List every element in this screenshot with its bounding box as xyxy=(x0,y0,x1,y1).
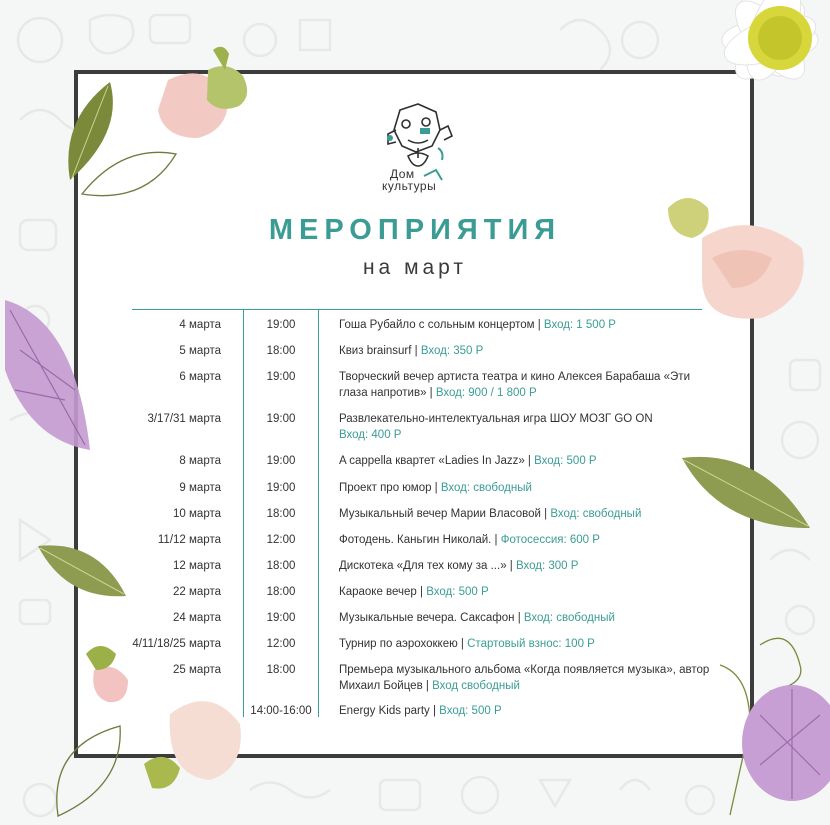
page-title: МЕРОПРИЯТИЯ xyxy=(268,214,562,246)
logo-line-1: Дом xyxy=(390,167,415,181)
event-date: 10 марта xyxy=(173,508,221,520)
column-divider-date-time xyxy=(243,309,244,717)
event-date: 11/12 марта xyxy=(157,534,221,546)
event-title: Музыкальные вечера. Саксафон | xyxy=(339,612,524,624)
event-date: 4/11/18/25 марта xyxy=(132,638,221,650)
leaf-right-icon xyxy=(678,448,813,528)
event-date: 3/17/31 марта xyxy=(147,413,221,425)
event-price: Вход свободный xyxy=(432,680,520,692)
event-date: 25 марта xyxy=(173,664,221,676)
page-subtitle: на март xyxy=(362,256,468,279)
event-date: 12 марта xyxy=(173,560,221,572)
event-price: Вход: 1 500 Р xyxy=(543,319,616,331)
event-date: 9 марта xyxy=(179,482,221,494)
event-price: Вход: 350 Р xyxy=(420,345,484,357)
event-time: 18:00 xyxy=(266,586,296,598)
event-description xyxy=(339,584,714,600)
event-description xyxy=(339,703,714,719)
event-description xyxy=(339,369,714,401)
event-time: 18:00 xyxy=(266,508,296,520)
logo-line-2: культуры xyxy=(382,179,437,193)
event-description xyxy=(339,532,714,548)
event-description xyxy=(339,480,714,496)
event-description xyxy=(339,343,714,359)
event-time: 18:00 xyxy=(266,345,296,357)
event-time: 19:00 xyxy=(266,319,296,331)
rose-bud-icon xyxy=(138,40,263,140)
event-time: 19:00 xyxy=(266,371,296,383)
event-time: 19:00 xyxy=(266,413,296,425)
event-price: Вход: 900 / 1 800 Р xyxy=(435,387,537,399)
event-price: Вход: свободный xyxy=(550,508,642,520)
event-price: Вход: 500 Р xyxy=(439,705,502,717)
leaf-outline-icon xyxy=(80,150,180,200)
event-price: Вход: 300 Р xyxy=(515,560,579,572)
event-date: 6 марта xyxy=(179,371,221,383)
purple-flower-icon xyxy=(700,625,830,825)
event-title: Дискотека «Для тех кому за ...» | xyxy=(339,560,516,572)
event-price: Вход: свободный xyxy=(523,612,615,624)
event-description xyxy=(339,453,714,469)
event-title: Фотодень. Каньгин Николай. | xyxy=(339,534,501,546)
event-time: 19:00 xyxy=(266,482,296,494)
event-date: 24 марта xyxy=(173,612,221,624)
event-title: Музыкальный вечер Марии Власовой | xyxy=(339,508,551,520)
event-title: A cappella квартет «Ladies In Jazz» | xyxy=(339,455,535,467)
event-description xyxy=(339,558,714,574)
event-description xyxy=(339,636,714,652)
event-title: Караоке вечер | xyxy=(339,586,427,598)
event-description xyxy=(339,662,714,694)
leaf-outline-bottom-icon xyxy=(50,720,125,820)
event-price: Фотосессия: 600 Р xyxy=(500,534,600,546)
event-price: Вход: 500 Р xyxy=(534,455,597,467)
event-price: Вход: свободный xyxy=(440,482,532,494)
event-title: Творческий вечер артиста театра и кино Алексея Барабаша «Эти глаза напротив» | xyxy=(339,371,691,399)
event-time: 19:00 xyxy=(266,455,296,467)
event-time: 12:00 xyxy=(266,638,296,650)
event-date: 22 марта xyxy=(173,586,221,598)
white-rose-icon xyxy=(140,684,245,794)
rose-icon xyxy=(662,188,812,323)
event-description xyxy=(339,610,714,626)
event-price: Вход: 400 Р xyxy=(339,429,402,441)
event-description xyxy=(339,506,714,522)
leaf-left-icon xyxy=(34,540,129,600)
column-divider-time-desc xyxy=(318,309,319,717)
event-date: 5 марта xyxy=(179,345,221,357)
flower-daisy-icon xyxy=(660,0,830,185)
event-time: 12:00 xyxy=(266,534,296,546)
event-title: Турнир по аэрохоккею | xyxy=(339,638,468,650)
event-title: Проект про юмор | xyxy=(339,482,441,494)
event-title: Квиз brainsurf | xyxy=(339,345,421,357)
event-time: 19:00 xyxy=(266,612,296,624)
event-time: 14:00-16:00 xyxy=(250,705,312,717)
event-date: 4 марта xyxy=(179,319,221,331)
table-top-rule xyxy=(132,309,702,310)
event-title: Energy Kids party | xyxy=(339,705,440,717)
event-title: Премьера музыкального альбома «Когда появляется музыка», автор Михаил Бойцев | xyxy=(339,664,710,692)
event-price: Стартовый взнос: 100 Р xyxy=(467,638,595,650)
event-description xyxy=(339,411,714,443)
event-time: 18:00 xyxy=(266,560,296,572)
small-bud-icon xyxy=(80,640,140,705)
event-price: Вход: 500 Р xyxy=(426,586,489,598)
event-title: Гоша Рубайло с сольным концертом | xyxy=(339,319,544,331)
event-description xyxy=(339,317,714,333)
event-title: Развлекательно-интелектуальная игра ШОУ МОЗГ GO ON xyxy=(339,413,653,425)
purple-petal-icon xyxy=(0,290,100,460)
event-time: 18:00 xyxy=(266,664,296,676)
event-date: 8 марта xyxy=(179,455,221,467)
logo-text xyxy=(382,168,462,192)
